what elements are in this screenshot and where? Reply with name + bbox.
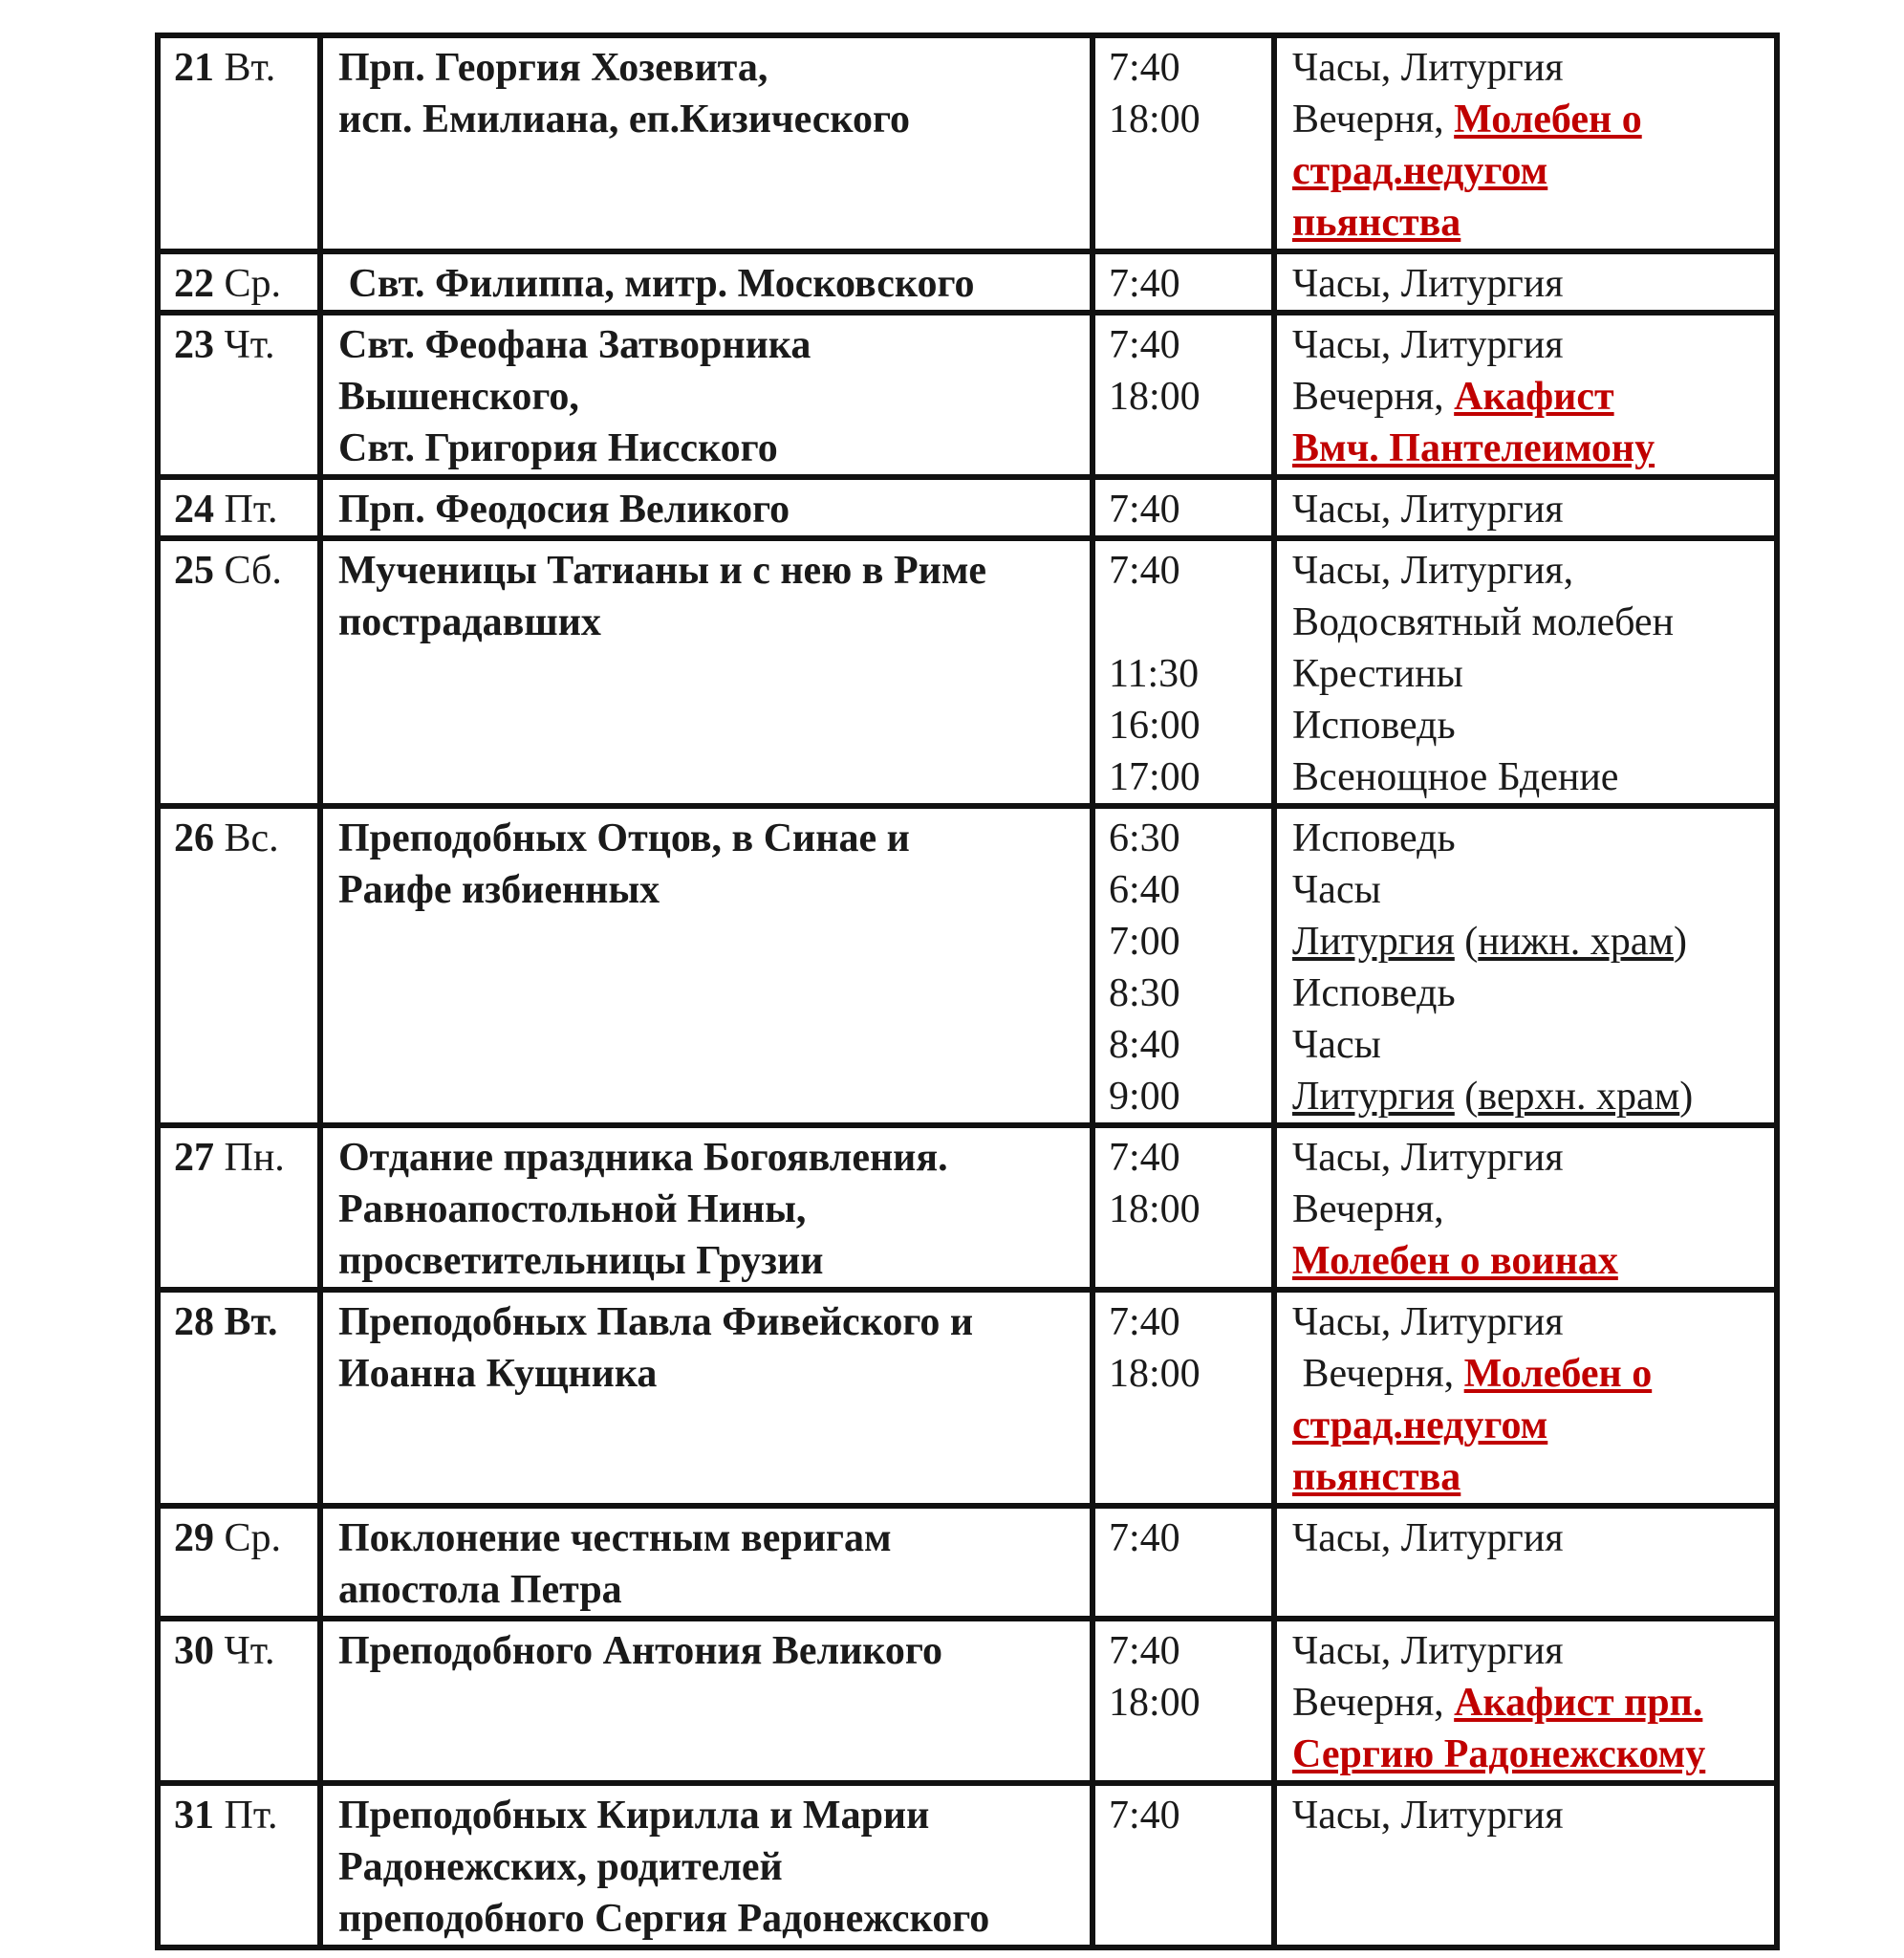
service-line [1292,1400,1774,1451]
service-text: ) [1673,920,1687,964]
service-cell [1274,1290,1777,1506]
highlighted-service: пьянства [1292,1455,1461,1499]
feast-cell [320,806,1093,1125]
feast-line: Иоанна Кущника [338,1352,658,1396]
service-line [1292,1296,1774,1348]
feast-line: Радонежских, родителей [338,1845,783,1889]
service-time: 9:00 [1109,1075,1180,1119]
service-line [1292,700,1774,751]
underlined-service: нижн. храм [1478,920,1674,964]
feast-line: Прп. Георгия Хозевита, [338,46,768,90]
service-line [1292,1790,1774,1841]
service-cell [1274,538,1777,806]
feast-line: Прп. Феодосия Великого [338,488,790,532]
service-text: Водосвятный молебен [1292,600,1675,644]
service-time: 7:40 [1109,1629,1180,1673]
feast-cell [320,1125,1093,1290]
day-number: 27 [174,1136,214,1180]
service-text: Часы [1292,868,1381,912]
highlighted-service: Акафист [1454,375,1614,419]
service-time: 7:00 [1109,920,1180,964]
time-cell [1093,806,1274,1125]
service-time: 18:00 [1109,1681,1201,1725]
time-cell [1093,35,1274,251]
schedule-row [158,251,1777,313]
service-time: 7:40 [1109,1136,1180,1180]
schedule-row [158,1619,1777,1783]
service-text: Исповедь [1292,704,1456,748]
highlighted-service: Сергию Радонежскому [1292,1732,1706,1776]
service-line [1292,484,1774,535]
time-cell [1093,1290,1274,1506]
service-line [1292,751,1774,803]
service-text: Исповедь [1292,971,1456,1015]
feast-line: исп. Емилиана, еп.Кизического [338,98,911,141]
service-line [1292,597,1774,648]
feast-line: Свт. Филиппа, митр. Московского [338,262,975,306]
service-line [1292,1625,1774,1677]
service-line [1292,1451,1774,1503]
weekday: Вс. [224,816,279,860]
weekday: Пн. [224,1136,285,1180]
service-line [1292,1184,1774,1235]
service-text: Часы, Литургия [1292,323,1564,367]
feast-line: Преподобных Кирилла и Марии [338,1794,930,1838]
service-time: 8:30 [1109,971,1180,1015]
feast-cell [320,477,1093,538]
service-time: 6:40 [1109,868,1180,912]
service-line [1292,864,1774,916]
service-line [1292,1132,1774,1184]
schedule-table [155,33,1780,1950]
service-line [1292,1677,1774,1729]
service-line [1292,371,1774,423]
date-cell [158,477,320,538]
weekday: Чт. [224,323,275,367]
date-cell [158,1506,320,1619]
time-cell [1093,251,1274,313]
service-time [1109,597,1271,648]
day-number: 29 [174,1516,214,1560]
service-line [1292,197,1774,249]
time-cell [1093,1783,1274,1947]
day-number: 26 [174,816,214,860]
service-text: Часы [1292,1023,1381,1067]
service-line [1292,258,1774,310]
day-number: 23 [174,323,214,367]
feast-line: преподобного Сергия Радонежского [338,1897,990,1941]
service-time: 18:00 [1109,1187,1201,1231]
time-cell [1093,477,1274,538]
weekday: Чт. [224,1629,275,1673]
service-line [1292,319,1774,371]
highlighted-service: страд.недугом [1292,1403,1548,1447]
service-line [1292,1729,1774,1780]
underlined-service: верхн. храм [1478,1075,1680,1119]
highlighted-service: Акафист прп. [1454,1681,1703,1725]
feast-cell [320,1290,1093,1506]
schedule-row [158,1125,1777,1290]
service-line [1292,145,1774,197]
service-text: ) [1679,1075,1694,1119]
service-text: Вечерня, [1292,1352,1464,1396]
service-text: Часы, Литургия [1292,1516,1564,1560]
schedule-row [158,477,1777,538]
feast-line: Преподобного Антония Великого [338,1629,942,1673]
service-time: 7:40 [1109,549,1180,593]
schedule-row [158,1290,1777,1506]
service-text: Часы, Литургия, [1292,549,1574,593]
feast-cell [320,1783,1093,1947]
feast-cell [320,1619,1093,1783]
feast-line: Вышенского, [338,375,579,419]
service-line [1292,545,1774,597]
schedule-row [158,1783,1777,1947]
date-cell [158,1619,320,1783]
service-time: 16:00 [1109,704,1201,748]
feast-line: Мученицы Татианы и с нею в Риме [338,549,987,593]
day-number: 22 [174,262,214,306]
weekday: Сб. [224,549,282,593]
service-line [1292,813,1774,864]
service-line [1292,968,1774,1019]
schedule-row [158,1506,1777,1619]
feast-line: Равноапостольной Нины, [338,1187,807,1231]
service-line [1292,648,1774,700]
service-cell [1274,313,1777,477]
feast-line: Преподобных Павла Фивейского и [338,1300,974,1344]
service-line [1292,94,1774,145]
service-time: 18:00 [1109,375,1201,419]
service-text: Всенощное Бдение [1292,755,1619,799]
feast-line: апостола Петра [338,1568,622,1612]
service-text: Часы, Литургия [1292,262,1564,306]
service-text: Часы, Литургия [1292,1136,1564,1180]
service-line [1292,1512,1774,1564]
service-text: Вечерня, [1292,98,1455,141]
highlighted-service: Молебен о [1463,1352,1653,1396]
date-cell [158,806,320,1125]
date-cell [158,313,320,477]
weekday: Ср. [224,1516,282,1560]
date-cell [158,251,320,313]
service-text: Вечерня, [1292,1681,1455,1725]
schedule-body [158,35,1777,1947]
service-time: 6:30 [1109,816,1180,860]
schedule-row [158,313,1777,477]
feast-cell [320,313,1093,477]
date-cell [158,35,320,251]
day-number: 24 [174,488,214,532]
feast-line: Свт. Феофана Затворника [338,323,811,367]
date-cell [158,1290,320,1506]
underlined-service: Литургия [1292,920,1455,964]
service-text: Часы, Литургия [1292,1300,1564,1344]
date-cell [158,1125,320,1290]
day-number: 25 [174,549,214,593]
feast-line: пострадавших [338,600,601,644]
service-cell [1274,806,1777,1125]
time-cell [1093,313,1274,477]
service-time: 7:40 [1109,323,1180,367]
date-cell [158,1783,320,1947]
weekday: Ср. [224,262,282,306]
service-line [1292,1019,1774,1071]
service-text: Вечерня, [1292,375,1455,419]
highlighted-service: Молебен о [1454,98,1642,141]
service-time: 7:40 [1109,1300,1180,1344]
day-number: 30 [174,1629,214,1673]
service-time: 7:40 [1109,46,1180,90]
service-cell [1274,1619,1777,1783]
weekday: Пт. [224,488,278,532]
service-time: 7:40 [1109,1516,1180,1560]
underlined-service: Литургия [1292,1075,1455,1119]
service-text: Часы, Литургия [1292,488,1564,532]
weekday: Вт. [224,1300,278,1344]
weekday: Пт. [224,1794,278,1838]
service-line [1292,42,1774,94]
service-time: 18:00 [1109,98,1201,141]
service-cell [1274,1783,1777,1947]
feast-cell [320,538,1093,806]
service-line [1292,1235,1774,1287]
service-time: 7:40 [1109,488,1180,532]
service-text: Крестины [1292,652,1463,696]
feast-line: Преподобных Отцов, в Синае и [338,816,910,860]
service-text: Часы, Литургия [1292,1794,1564,1838]
schedule-row [158,806,1777,1125]
service-time: 7:40 [1109,1794,1180,1838]
service-text: Часы, Литургия [1292,1629,1564,1673]
day-number: 28 [174,1300,214,1344]
feast-cell [320,35,1093,251]
feast-line: просветительницы Грузии [338,1239,824,1283]
day-number: 21 [174,46,214,90]
service-cell [1274,1506,1777,1619]
feast-line: Отдание праздника Богоявления. [338,1136,948,1180]
service-cell [1274,251,1777,313]
service-cell [1274,1125,1777,1290]
feast-line: Свт. Григория Нисского [338,426,778,470]
feast-cell [320,1506,1093,1619]
time-cell [1093,1619,1274,1783]
feast-cell [320,251,1093,313]
time-cell [1093,538,1274,806]
service-cell [1274,477,1777,538]
service-line [1292,423,1774,474]
feast-line: Поклонение честным веригам [338,1516,892,1560]
schedule-row [158,538,1777,806]
date-cell [158,538,320,806]
time-cell [1093,1125,1274,1290]
schedule-row [158,35,1777,251]
day-number: 31 [174,1794,214,1838]
highlighted-service: пьянства [1292,201,1461,245]
highlighted-service: страд.недугом [1292,149,1548,193]
service-time: 17:00 [1109,755,1201,799]
weekday: Вт. [224,46,276,90]
service-time: 11:30 [1109,652,1200,696]
service-time: 7:40 [1109,262,1180,306]
service-cell [1274,35,1777,251]
service-line [1292,1348,1774,1400]
service-text: ( [1454,920,1479,964]
service-text: ( [1454,1075,1479,1119]
service-text: Исповедь [1292,816,1456,860]
service-line [1292,916,1774,968]
service-time: 8:40 [1109,1023,1180,1067]
feast-line: Раифе избиенных [338,868,660,912]
service-time: 18:00 [1109,1352,1201,1396]
service-text: Вечерня, [1292,1187,1444,1231]
service-text: Часы, Литургия [1292,46,1564,90]
service-line [1292,1071,1774,1122]
time-cell [1093,1506,1274,1619]
highlighted-service: Вмч. Пантелеимону [1292,426,1655,470]
highlighted-service: Молебен о воинах [1292,1239,1618,1283]
